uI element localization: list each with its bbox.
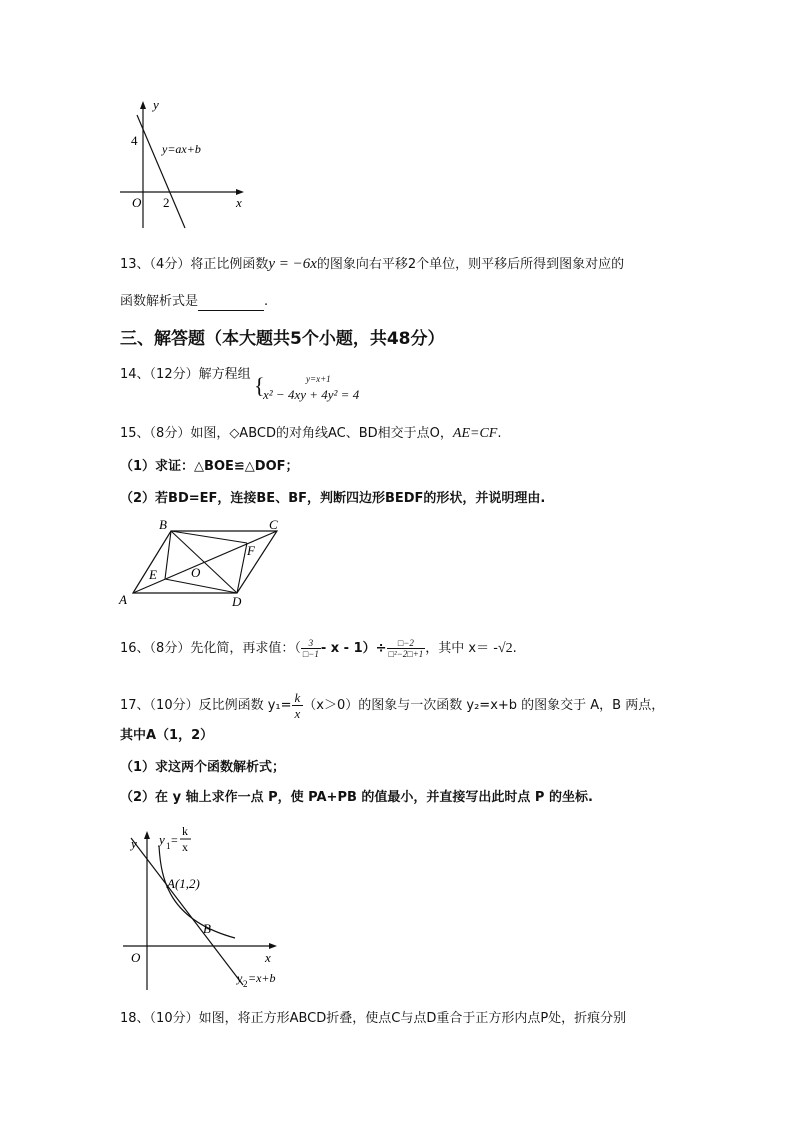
segment-ed — [165, 579, 237, 593]
question-18: 18、（10分）如图，将正方形ABCD折叠，使点C与点D重合于正方形内点P处，折痕分别 — [120, 1011, 627, 1026]
question-14: 14、（12分）解方程组 — [120, 367, 251, 382]
y-axis-arrow — [144, 831, 150, 839]
q16-end: . — [512, 641, 517, 656]
line-label-y: y — [237, 971, 243, 985]
function-graph-17 — [115, 820, 290, 995]
question-16 — [120, 638, 517, 659]
q14-equation-1: y=x+1 — [306, 374, 331, 384]
curve-label-x: x — [182, 840, 188, 854]
line-label-sub: 2 — [243, 979, 248, 989]
q15-prefix: 15、（8分）如图，◇ABCD的对角线AC、BD相交于点O， — [120, 426, 453, 441]
question-17 — [120, 690, 664, 721]
y-intercept-label: 4 — [131, 133, 138, 148]
origin-label: O — [131, 950, 141, 965]
q15-end: . — [497, 426, 502, 441]
diagonal-ac — [133, 531, 277, 593]
curve-label-sub: 1 — [166, 841, 171, 851]
parallelogram-figure — [115, 515, 295, 610]
point-a-label: A(1,2) — [167, 876, 200, 891]
q17-line2: 其中A（1，2） — [120, 728, 214, 743]
vertex-a-label: A — [119, 592, 127, 607]
x-axis-label: x — [265, 950, 271, 965]
section-heading: 三、解答题（本大题共5个小题，共48分） — [120, 329, 445, 349]
answer-blank — [198, 296, 264, 311]
q17-part1: （1）求这两个函数解析式； — [120, 760, 286, 775]
y-axis-label: y — [153, 97, 159, 112]
line-label-eq: =x+b — [248, 971, 276, 985]
vertex-d-label: D — [232, 594, 242, 609]
line-y-ax-b — [137, 115, 185, 228]
point-b-label: B — [203, 921, 211, 936]
point-f-label: F — [247, 543, 255, 558]
q16-fraction-1: $\frac{3}{□-1}$ — [302, 638, 319, 659]
point-e-label: E — [149, 567, 157, 582]
q15-part1: （1）求证：△BOE≌△DOF； — [120, 459, 299, 474]
q17-part2: （2）在 y 轴上求作一点 P，使 PA+PB 的值最小，并直接写出此时点 P 的坐标. — [120, 790, 593, 805]
curve-label-k: k — [182, 824, 188, 838]
q13-line2: 函数解析式是 — [120, 294, 199, 309]
y-axis-label: y — [131, 836, 137, 851]
q17-fraction: $\frac{k}{x}$ — [292, 690, 304, 721]
line-y2 — [131, 838, 243, 985]
question-13-line2 — [120, 293, 268, 311]
q13-mid: 的图象向右平移2个单位，则平移后所得到图象对应的 — [316, 257, 625, 272]
q16-mid2: ，其中 x＝ - — [425, 641, 498, 656]
linear-function-graph — [110, 95, 260, 235]
curve-label-y: y — [159, 832, 165, 847]
q14-equation-2: x² − 4xy + 4y² = 4 — [263, 387, 360, 402]
system-brace: { — [254, 373, 265, 398]
vertex-b-label: B — [159, 517, 167, 532]
q16-prefix: 16、（8分）先化简，再求值：（ — [120, 641, 301, 656]
point-o-label: O — [191, 565, 201, 580]
q13-prefix: 13、（4分）将正比例函数 — [120, 257, 269, 272]
x-axis-label: x — [236, 195, 242, 210]
q17-prefix: 17、（10分）反比例函数 y₁= — [120, 698, 292, 713]
question-15 — [120, 425, 501, 443]
q16-fraction-2: $\frac{□-2}{\text{□²−2□+1}}$ — [388, 638, 424, 659]
q13-end: . — [264, 294, 269, 309]
x-axis-arrow — [269, 943, 277, 949]
x-intercept-label: 2 — [163, 195, 170, 210]
curve-label-eq: = — [171, 833, 178, 847]
origin-label: O — [132, 195, 142, 210]
q15-condition: AE=CF — [452, 426, 498, 441]
y-axis-arrow — [140, 101, 146, 109]
q15-part2: （2）若BD=EF，连接BE、BF，判断四边形BEDF的形状，并说明理由. — [120, 491, 546, 506]
line-equation-label: y=ax+b — [162, 142, 201, 156]
question-13 — [120, 255, 624, 274]
q16-sqrt: √2 — [497, 641, 513, 656]
q17-rest: （x＞0）的图象与一次函数 y₂=x+b 的图象交于 A，B 两点， — [303, 698, 665, 713]
q16-mid1: - x - 1）÷ — [320, 641, 387, 656]
vertex-c-label: C — [269, 517, 278, 532]
q13-function: y = −6x — [268, 256, 317, 272]
